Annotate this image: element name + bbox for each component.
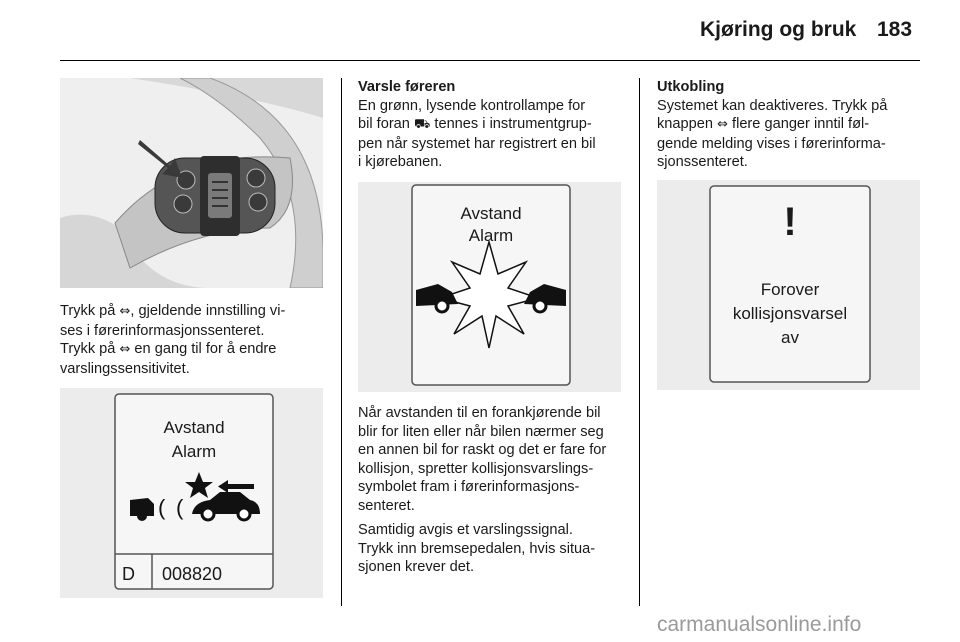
steering-wheel-figure	[60, 78, 323, 288]
instruction-paragraph: Trykk på ⇔, gjeldende innstilling vi- ses i førerinformasjonssenteret. Trykk på ⇔ en gang til for å endre varslingssensitivitet.	[60, 303, 286, 377]
display-title-line2: Alarm	[468, 226, 514, 245]
car-front-icon: ⛟	[413, 117, 431, 132]
section-heading-warn-driver: Varsle føreren	[358, 79, 456, 95]
display-title-line1: Avstand	[163, 418, 225, 437]
page-number: 183	[877, 18, 913, 41]
header-rule	[60, 60, 920, 61]
collision-warning-paragraph: Når avstanden til en forankjørende bil blir for liten eller når bilen nærmer seg en annen bil for raskt og det er fare for kollisjon, spretter kollisjonsvarslings- symbolet fram i førerinformasjons- senteret.	[358, 405, 607, 514]
distance-alarm-display-figure	[60, 388, 323, 598]
warn-driver-paragraph: En grønn, lysende kontrollampe for bil foran ⛟ tennes i instrumentgrup- pen når systemet har registrert en bil i kjørebanen.	[358, 97, 596, 170]
brake-instruction-paragraph: Samtidig avgis et varslingssignal. Trykk inn bremsepedalen, hvis situa- sjonen krever det.	[358, 522, 596, 575]
odometer-reading: 008820	[162, 564, 223, 584]
collision-alarm-display-figure	[358, 182, 621, 392]
page-header-title: Kjøring og bruk	[700, 18, 857, 41]
display-title-line1: Avstand	[460, 204, 522, 223]
display-title-line2: Alarm	[171, 442, 217, 461]
car-distance-icon: ⇔	[119, 342, 131, 357]
section-heading-disable: Utkobling	[657, 79, 725, 95]
watermark: carmanualsonline.info	[657, 613, 862, 636]
disable-paragraph: Systemet kan deaktiveres. Trykk på knappen ⇔ flere ganger inntil føl- gende melding vises i førerinforma- sjonssenteret.	[657, 97, 888, 170]
car-distance-icon: ⇔	[717, 117, 728, 132]
display-line1: Forover	[760, 280, 820, 299]
display-line3: av	[781, 328, 799, 347]
column-divider	[639, 78, 640, 606]
car-distance-icon: ⇔	[119, 304, 131, 319]
gear-indicator: D	[122, 564, 135, 584]
column-divider	[341, 78, 342, 606]
warning-off-display-figure	[657, 180, 920, 390]
svg-text:(: (	[158, 495, 166, 520]
svg-text:(: (	[176, 495, 184, 520]
exclamation-icon: !	[783, 200, 797, 244]
display-line2: kollisjonsvarsel	[732, 304, 848, 323]
